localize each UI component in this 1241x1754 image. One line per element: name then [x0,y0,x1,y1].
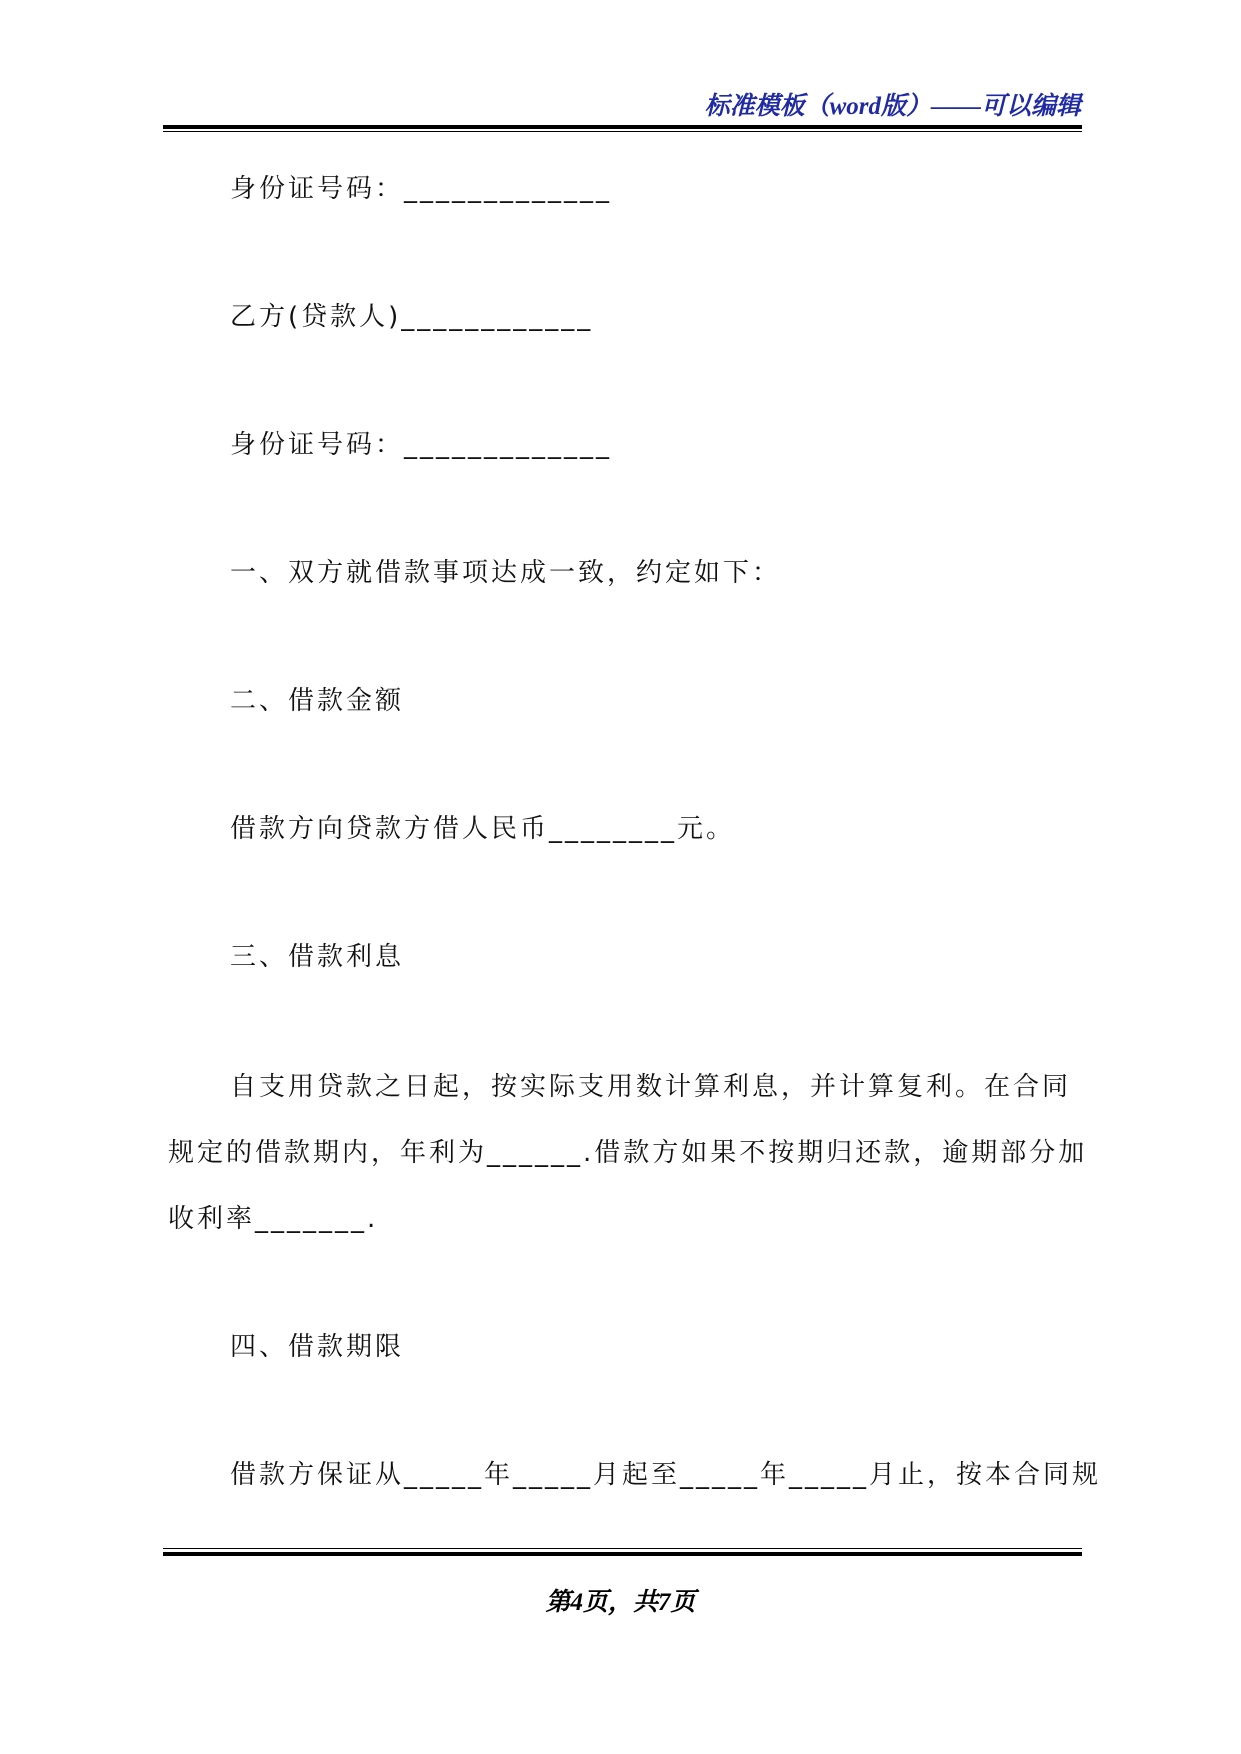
paragraph-section-4-heading: 四、借款期限 [230,1332,405,1362]
paragraph-loan-term: 借款方保证从_____年_____月起至_____年_____月止，按本合同规 [230,1460,1102,1490]
paragraph-section-1: 一、双方就借款事项达成一致，约定如下： [230,558,782,588]
paragraph-loan-amount: 借款方向贷款方借人民币________元。 [230,814,736,844]
paragraph-interest-terms [168,1054,1088,1252]
header-rule-thick [163,125,1082,129]
interest-line-2: 规定的借款期内，年利为______.借款方如果不按期归还款，逾期部分加 [168,1138,1088,1168]
interest-line-1: 自支用贷款之日起，按实际支用数计算利息，并计算复利。在合同 [230,1072,1072,1102]
paragraph-party-b: 乙方(贷款人)____________ [230,302,594,332]
page-footer-page-info: 第4页，共7页 [545,1589,696,1616]
footer-rule-thick [163,1552,1082,1556]
paragraph-section-3-heading: 三、借款利息 [230,942,405,972]
header-rule-thin [163,131,1082,132]
interest-line-3: 收利率_______. [168,1204,379,1234]
footer-rule-thin [163,1548,1082,1549]
paragraph-id-number-b: 身份证号码：_____________ [230,430,613,460]
paragraph-id-number-a: 身份证号码：_____________ [230,174,613,204]
paragraph-section-2-heading: 二、借款金额 [230,686,405,716]
page-header-title: 标准模板（word版）——可以编辑 [704,93,1081,120]
